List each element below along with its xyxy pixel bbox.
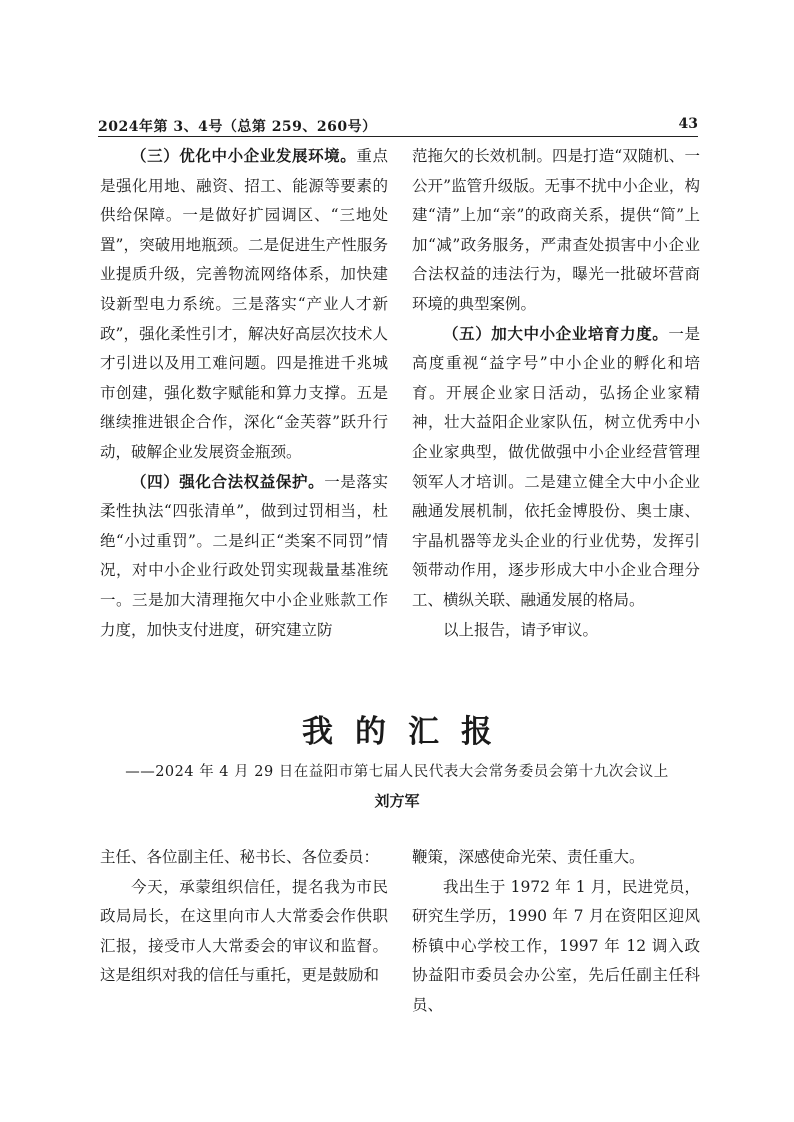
- page-header: [98, 116, 698, 137]
- paragraph-text: 鞭策，深感使命光荣、责任重大。: [412, 848, 645, 866]
- column-1: [100, 142, 388, 645]
- paragraph-text: 一是落实柔性执法“四张清单”，做到过罚相当，杜绝“小过重罚”。二是纠正“类案不同罚”情况，对中小企业行政处罚实现裁量基准统一。三是加大清理拖欠中小企业账款工作力度，加快支付进度，研究建立防: [100, 472, 388, 639]
- paragraph: [412, 142, 700, 320]
- paragraph: [412, 616, 700, 646]
- paragraph: [100, 873, 388, 991]
- paragraph-text: 今天，承蒙组织信任，提名我为市民政局局长，在这里向市人大常委会作供职汇报，接受市人大常委会的审议和监督。这是组织对我的信任与重托，更是鼓励和: [100, 877, 388, 985]
- issue-label: 2024年第 3、4号（总第 259、260号）: [98, 119, 377, 135]
- article-author: 刘方军: [374, 792, 420, 810]
- paragraph-text: 以上报告，请予审议。: [443, 620, 599, 639]
- paragraph-text: 范拖欠的长效机制。四是打造“双随机、一公开”监管升级版。无事不扰中小企业，构建“清”上加“亲”的政商关系，提供“简”上加“减”政务服务，严肃查处损害中小企业合法权益的违法行为，曝光一批破坏营商环境的典型案例。: [412, 147, 700, 313]
- paragraph: [100, 468, 388, 646]
- paragraph-text: 主任、各位副主任、秘书长、各位委员：: [100, 848, 380, 866]
- paragraph-text: 一是高度重视“益字号”中小企业的孵化和培育。开展企业家日活动，弘扬企业家精神，壮大益阳企业家队伍，树立优秀中小企业家典型，做优做强中小企业经营管理领军人才培训。二是建立健全大中小企业融通发展机制，依托金博股份、奥士康、宇晶机器等龙头企业的行业优势，发挥引领带动作用，逐步形成大中小企业合理分工、横纵关联、融通发展的格局。: [412, 324, 700, 609]
- paragraph: [412, 873, 700, 1021]
- column-4: [412, 843, 700, 1021]
- column-3: [100, 843, 388, 991]
- paragraph-lead: （四）强化合法权益保护。: [131, 472, 325, 491]
- paragraph-text: 我出生于 1972 年 1 月，民进党员，研究生学历，1990 年 7 月在资阳区迎风桥镇中心学校工作，1997 年 12 调入政协益阳市委员会办公室，先后任副主任科员、: [412, 877, 700, 1014]
- paragraph-lead: （五）加大中小企业培育力度。: [443, 324, 669, 343]
- article-title: 我的汇报: [302, 714, 514, 750]
- paragraph-lead: （三）优化中小企业发展环境。: [131, 147, 357, 165]
- page-number: 43: [678, 116, 698, 132]
- paragraph: [100, 843, 388, 873]
- paragraph: [412, 320, 700, 616]
- paragraph-text: 重点是强化用地、融资、招工、能源等要素的供给保障。一是做好扩园调区、“三地处置”，突破用地瓶颈。二是促进生产性服务业提质升级，完善物流网络体系，加快建设新型电力系统。三是落实“产业人才新政”，强化柔性引才，解决好高层次技术人才引进以及用工难问题。四是推进千兆城市创建，强化数字赋能和算力支撑。五是继续推进银企合作，深化“金芙蓉”跃升行动，破解企业发展资金瓶颈。: [100, 147, 388, 461]
- article-subtitle: ——2024 年 4 月 29 日在益阳市第七届人民代表大会常务委员会第十九次会议上: [125, 764, 669, 780]
- paragraph: [412, 843, 700, 873]
- paragraph: [100, 142, 388, 468]
- column-2: [412, 142, 700, 645]
